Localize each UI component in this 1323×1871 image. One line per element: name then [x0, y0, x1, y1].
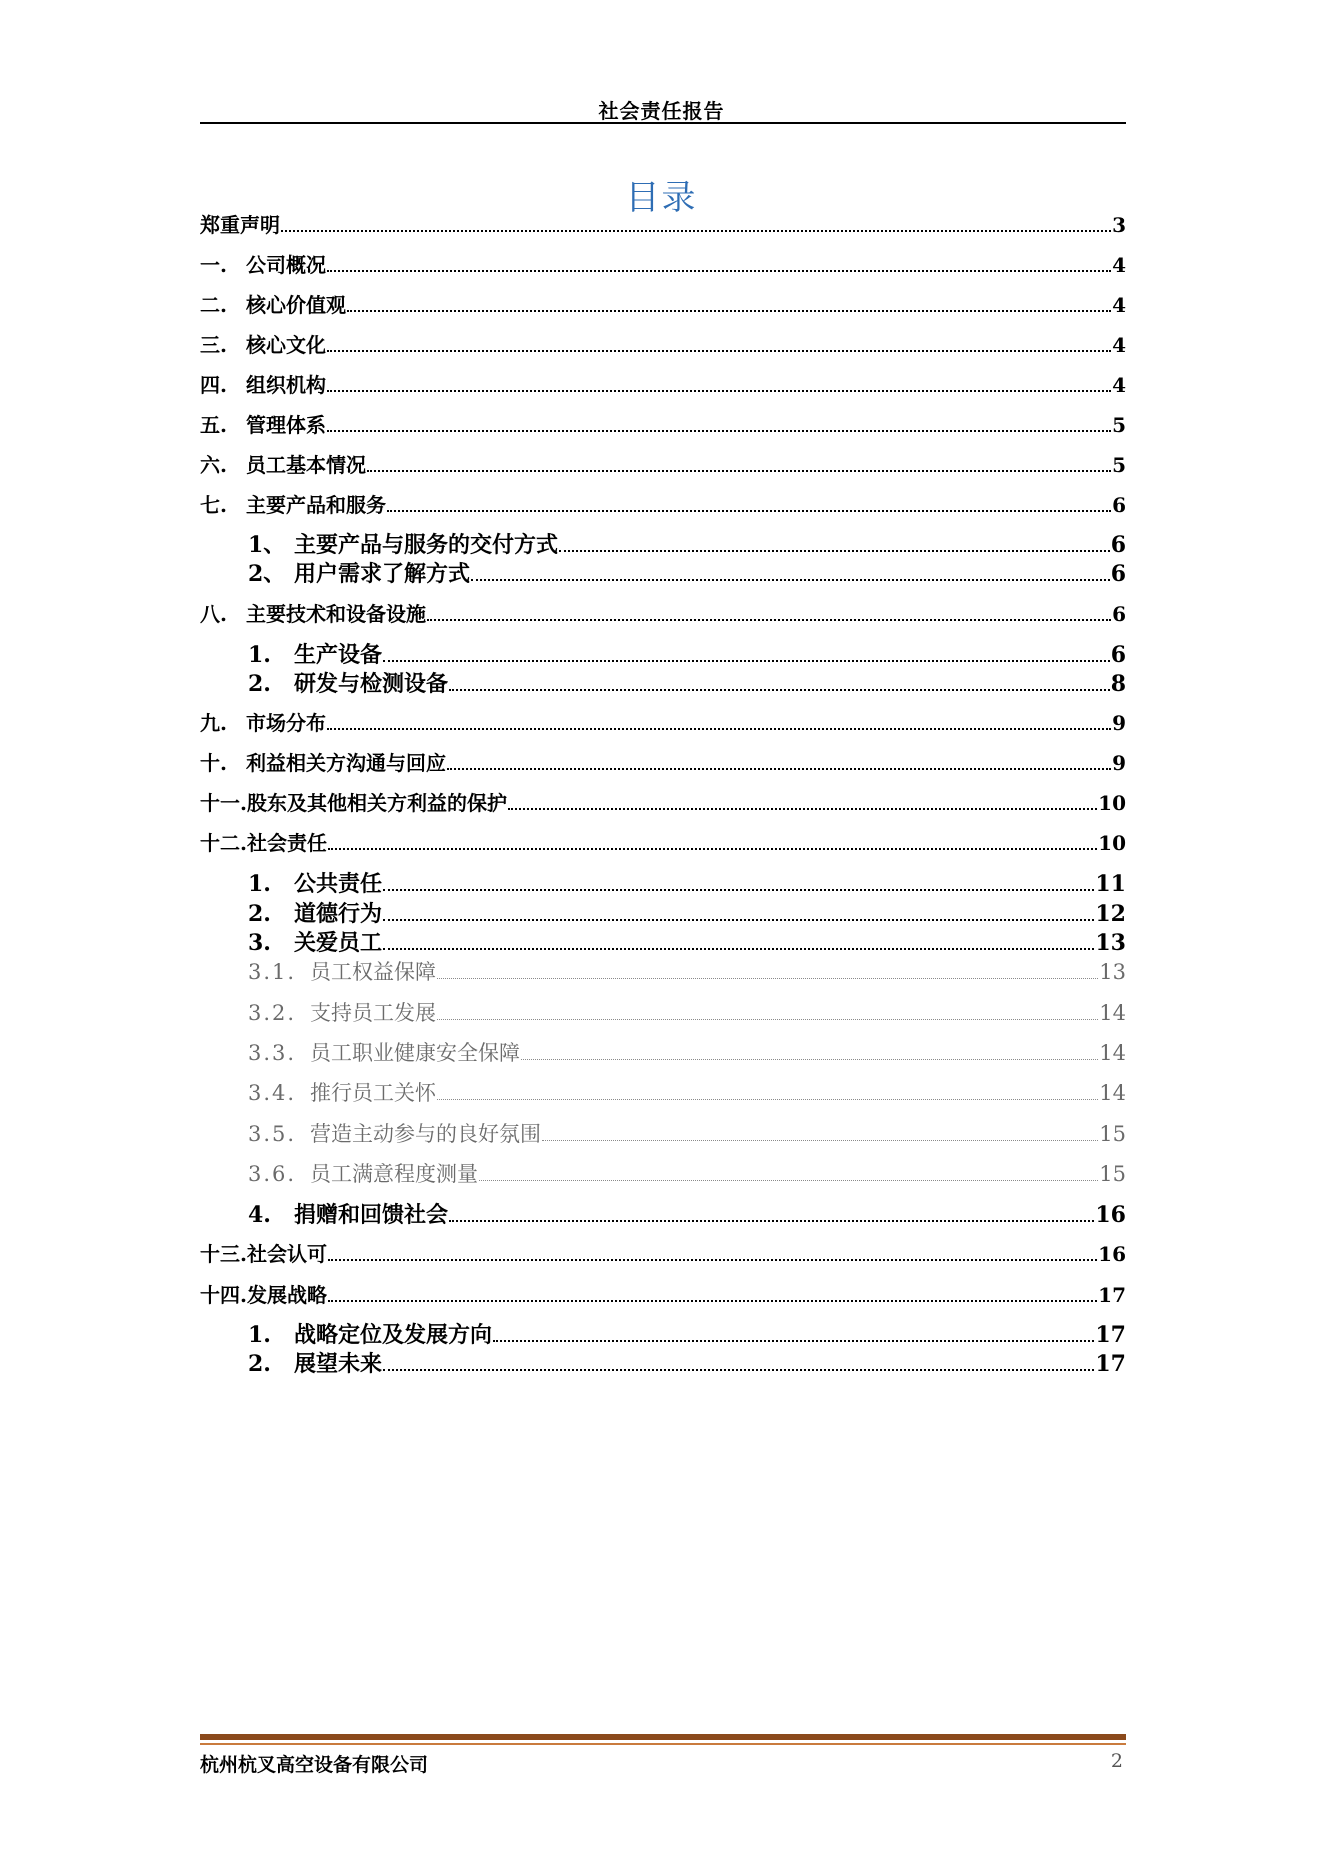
dot-leader: [383, 660, 1110, 662]
toc-entry[interactable]: [200, 449, 1126, 478]
toc-entry-text: 发展战略: [246, 1283, 327, 1307]
toc-entry[interactable]: [248, 1037, 1126, 1067]
toc-entry-number: 四.: [200, 373, 227, 397]
toc-entry[interactable]: [200, 827, 1126, 856]
toc-entry[interactable]: [248, 956, 1126, 986]
toc-entry-page: 11: [1095, 871, 1126, 897]
toc-entry-number: 3.1.: [248, 960, 297, 984]
toc-entry[interactable]: [248, 1077, 1126, 1107]
footer-page-number: 2: [1110, 1750, 1123, 1772]
toc-entry-number: 2.: [248, 1351, 271, 1377]
footer-rule-thick: [200, 1734, 1126, 1740]
toc-entry-text: 营造主动参与的良好氛围: [310, 1122, 541, 1146]
toc-entry-text: 关爱员工: [294, 930, 383, 956]
toc-entry-label: [248, 667, 448, 698]
toc-entry-text: 主要产品与服务的交付方式: [294, 532, 559, 558]
toc-entry-number: 1.: [248, 871, 271, 897]
dot-leader: [327, 728, 1111, 730]
toc-entry-page: 15: [1099, 1162, 1126, 1186]
toc-title: 目录: [625, 178, 698, 218]
toc-entry-page: 13: [1099, 960, 1126, 984]
dot-leader: [281, 230, 1111, 232]
dot-leader: [437, 1099, 1098, 1100]
toc-entry[interactable]: [200, 209, 1126, 238]
toc-entry-page: 6: [1110, 642, 1126, 668]
toc-entry-text: 利益相关方沟通与回应: [246, 751, 446, 775]
toc-entry-label: [248, 997, 436, 1027]
toc-entry-page: 13: [1095, 930, 1126, 956]
dot-leader: [449, 1220, 1094, 1222]
toc-entry-number: 3.2.: [248, 1001, 297, 1025]
dot-leader: [508, 808, 1097, 810]
toc-entry-number: 一.: [200, 253, 227, 277]
toc-entry-label: [200, 787, 507, 816]
dot-leader: [427, 619, 1111, 621]
page-header-title: 社会责任报告: [598, 99, 725, 123]
toc-entry-number: 十二.: [200, 831, 247, 855]
toc-entry-page: 8: [1110, 671, 1126, 697]
header-rule: [200, 122, 1126, 124]
toc-entry-number: 五.: [200, 413, 227, 437]
toc-entry-label: [200, 747, 446, 776]
toc-entry-label: [200, 1238, 327, 1267]
toc-entry-number: 六.: [200, 453, 227, 477]
toc-entry-text: 战略定位及发展方向: [294, 1322, 493, 1348]
toc-entry-label: [200, 209, 280, 238]
toc-entry-page: 4: [1112, 373, 1126, 397]
toc-entry-label: [200, 409, 326, 438]
toc-entry-label: [200, 827, 327, 856]
dot-leader: [327, 350, 1111, 352]
toc-entry-label: [248, 1118, 541, 1148]
toc-entry-text: 股东及其他相关方利益的保护: [246, 791, 507, 815]
dot-leader: [367, 470, 1111, 472]
toc-entry-number: 十三.: [200, 1242, 247, 1266]
toc-entry-page: 9: [1112, 711, 1126, 735]
toc-entry-text: 郑重声明: [200, 213, 280, 237]
toc-entry-page: 3: [1112, 213, 1126, 237]
dot-leader: [383, 1369, 1094, 1371]
toc-entry-label: [248, 1318, 492, 1349]
toc-entry-label: [248, 926, 382, 957]
toc-entry-page: 14: [1099, 1001, 1126, 1025]
toc-entry-label: [200, 249, 326, 278]
toc-entry-label: [248, 1077, 436, 1107]
toc-entry-number: 1.: [248, 1322, 271, 1348]
toc-entry-page: 17: [1095, 1351, 1126, 1377]
toc-entry-number: 3.6.: [248, 1162, 297, 1186]
toc-entry-number: 2.: [248, 671, 271, 697]
toc-entry-number: 十一.: [200, 791, 247, 815]
dot-leader: [347, 310, 1111, 312]
toc-entry[interactable]: [200, 409, 1126, 438]
dot-leader: [383, 919, 1094, 921]
toc-entry-label: [248, 867, 382, 898]
toc-entry-number: 十四.: [200, 1283, 247, 1307]
toc-entry-page: 9: [1112, 751, 1126, 775]
toc-entry-text: 捐赠和回馈社会: [294, 1202, 449, 1228]
toc-entry[interactable]: [200, 489, 1126, 518]
toc-entry[interactable]: [248, 1198, 1126, 1229]
toc-entry-text: 支持员工发展: [310, 1001, 436, 1025]
dot-leader: [383, 948, 1094, 950]
dot-leader: [542, 1140, 1098, 1141]
toc-entry[interactable]: [248, 557, 1126, 588]
toc-entry-label: [248, 557, 470, 588]
dot-leader: [328, 848, 1097, 850]
toc-entry-label: [248, 1158, 478, 1188]
toc-entry[interactable]: [248, 667, 1126, 698]
toc-entry-number: 1、: [248, 532, 286, 558]
toc-entry[interactable]: [200, 369, 1126, 398]
toc-entry[interactable]: [200, 289, 1126, 318]
toc-entry-text: 员工权益保障: [310, 960, 436, 984]
dot-leader: [447, 768, 1111, 770]
toc-entry-label: [200, 369, 326, 398]
dot-leader: [471, 579, 1110, 581]
toc-entry-text: 公司概况: [246, 253, 326, 277]
toc-entry[interactable]: [248, 867, 1126, 898]
toc-entry-number: 2、: [248, 561, 286, 587]
toc-entry-page: 4: [1112, 333, 1126, 357]
toc-entry-label: [200, 707, 326, 736]
toc-entry[interactable]: [200, 707, 1126, 736]
toc-entry-text: 员工满意程度测量: [310, 1162, 478, 1186]
toc-entry-text: 展望未来: [294, 1351, 383, 1377]
toc-entry-text: 主要产品和服务: [246, 493, 386, 517]
toc-entry[interactable]: [248, 1347, 1126, 1378]
toc-entry-label: [248, 956, 436, 986]
toc-entry[interactable]: [248, 528, 1126, 559]
toc-entry-number: 3.4.: [248, 1081, 297, 1105]
toc-entry-page: 16: [1098, 1242, 1126, 1266]
toc-entry-label: [248, 528, 558, 559]
toc-entry-page: 6: [1112, 602, 1126, 626]
toc-entry-label: [248, 1198, 448, 1229]
toc-entry-text: 核心价值观: [246, 293, 346, 317]
toc-entry-number: 三.: [200, 333, 227, 357]
toc-entry-page: 6: [1110, 561, 1126, 587]
toc-entry-text: 用户需求了解方式: [294, 561, 471, 587]
toc-entry-page: 10: [1098, 831, 1126, 855]
toc-entry[interactable]: [200, 787, 1126, 816]
footer-company: 杭州杭叉高空设备有限公司: [200, 1754, 429, 1776]
toc-entry-text: 社会认可: [246, 1242, 327, 1266]
toc-entry-number: 2.: [248, 901, 271, 927]
dot-leader: [559, 550, 1110, 552]
dot-leader: [327, 430, 1111, 432]
toc-entry-label: [200, 329, 326, 358]
toc-entry-label: [200, 598, 426, 627]
dot-leader: [328, 1259, 1097, 1261]
toc-entry-text: 研发与检测设备: [294, 671, 449, 697]
toc-entry-number: 4.: [248, 1202, 271, 1228]
toc-entry-label: [200, 1279, 327, 1308]
toc-entry-number: 九.: [200, 711, 227, 735]
toc-entry-label: [200, 289, 346, 318]
toc-entry-label: [200, 449, 366, 478]
toc-entry-label: [248, 1347, 382, 1378]
toc-entry-number: 十.: [200, 751, 227, 775]
toc-entry[interactable]: [248, 638, 1126, 669]
toc-entry[interactable]: [248, 1318, 1126, 1349]
toc-entry[interactable]: [200, 329, 1126, 358]
toc-entry[interactable]: [248, 1158, 1126, 1188]
toc-entry[interactable]: [248, 897, 1126, 928]
dot-leader: [479, 1180, 1098, 1181]
toc-entry-label: [248, 897, 382, 928]
toc-entry-text: 员工职业健康安全保障: [310, 1041, 520, 1065]
toc-entry[interactable]: [200, 249, 1126, 278]
dot-leader: [449, 689, 1110, 691]
toc-entry-text: 市场分布: [246, 711, 326, 735]
toc-entry-text: 公共责任: [294, 871, 383, 897]
toc-entry-number: 3.3.: [248, 1041, 297, 1065]
dot-leader: [327, 390, 1111, 392]
toc-entry-text: 推行员工关怀: [310, 1081, 436, 1105]
toc-entry[interactable]: [200, 747, 1126, 776]
dot-leader: [521, 1059, 1098, 1060]
toc-entry-page: 10: [1098, 791, 1126, 815]
toc-entry-label: [248, 638, 382, 669]
toc-entry-number: 七.: [200, 493, 227, 517]
toc-entry-label: [248, 1037, 520, 1067]
toc-entry-number: 二.: [200, 293, 227, 317]
toc-entry-page: 12: [1095, 901, 1126, 927]
toc-entry-text: 生产设备: [294, 642, 383, 668]
toc-entry[interactable]: [200, 1238, 1126, 1267]
toc-entry-page: 6: [1112, 493, 1126, 517]
toc-entry[interactable]: [248, 1118, 1126, 1148]
dot-leader: [383, 889, 1094, 891]
dot-leader: [387, 510, 1111, 512]
toc-entry-number: 3.: [248, 930, 271, 956]
toc-entry-page: 5: [1112, 413, 1126, 437]
toc-entry[interactable]: [200, 598, 1126, 627]
footer-rule-thin: [200, 1743, 1126, 1745]
dot-leader: [437, 1019, 1098, 1020]
toc-entry-text: 核心文化: [246, 333, 326, 357]
toc-entry-page: 5: [1112, 453, 1126, 477]
dot-leader: [328, 1300, 1097, 1302]
toc-entry[interactable]: [248, 997, 1126, 1027]
toc-entry-page: 4: [1112, 293, 1126, 317]
toc-entry-page: 6: [1110, 532, 1126, 558]
toc-entry[interactable]: [248, 926, 1126, 957]
toc-entry-number: 1.: [248, 642, 271, 668]
toc-entry-text: 社会责任: [246, 831, 327, 855]
dot-leader: [437, 978, 1098, 979]
toc-entry-number: 八.: [200, 602, 227, 626]
dot-leader: [327, 270, 1111, 272]
toc-entry-text: 道德行为: [294, 901, 383, 927]
toc-entry-text: 主要技术和设备设施: [246, 602, 426, 626]
toc-entry-text: 员工基本情况: [246, 453, 366, 477]
toc-entry-page: 14: [1099, 1041, 1126, 1065]
toc-entry[interactable]: [200, 1279, 1126, 1308]
toc-entry-page: 15: [1099, 1122, 1126, 1146]
toc-entry-number: 3.5.: [248, 1122, 297, 1146]
toc-entry-page: 17: [1095, 1322, 1126, 1348]
toc-entry-page: 16: [1095, 1202, 1126, 1228]
toc-entry-page: 17: [1098, 1283, 1126, 1307]
toc-entry-label: [200, 489, 386, 518]
toc-entry-page: 14: [1099, 1081, 1126, 1105]
dot-leader: [493, 1340, 1094, 1342]
toc-entry-text: 组织机构: [246, 373, 326, 397]
toc-entry-page: 4: [1112, 253, 1126, 277]
toc-entry-text: 管理体系: [246, 413, 326, 437]
